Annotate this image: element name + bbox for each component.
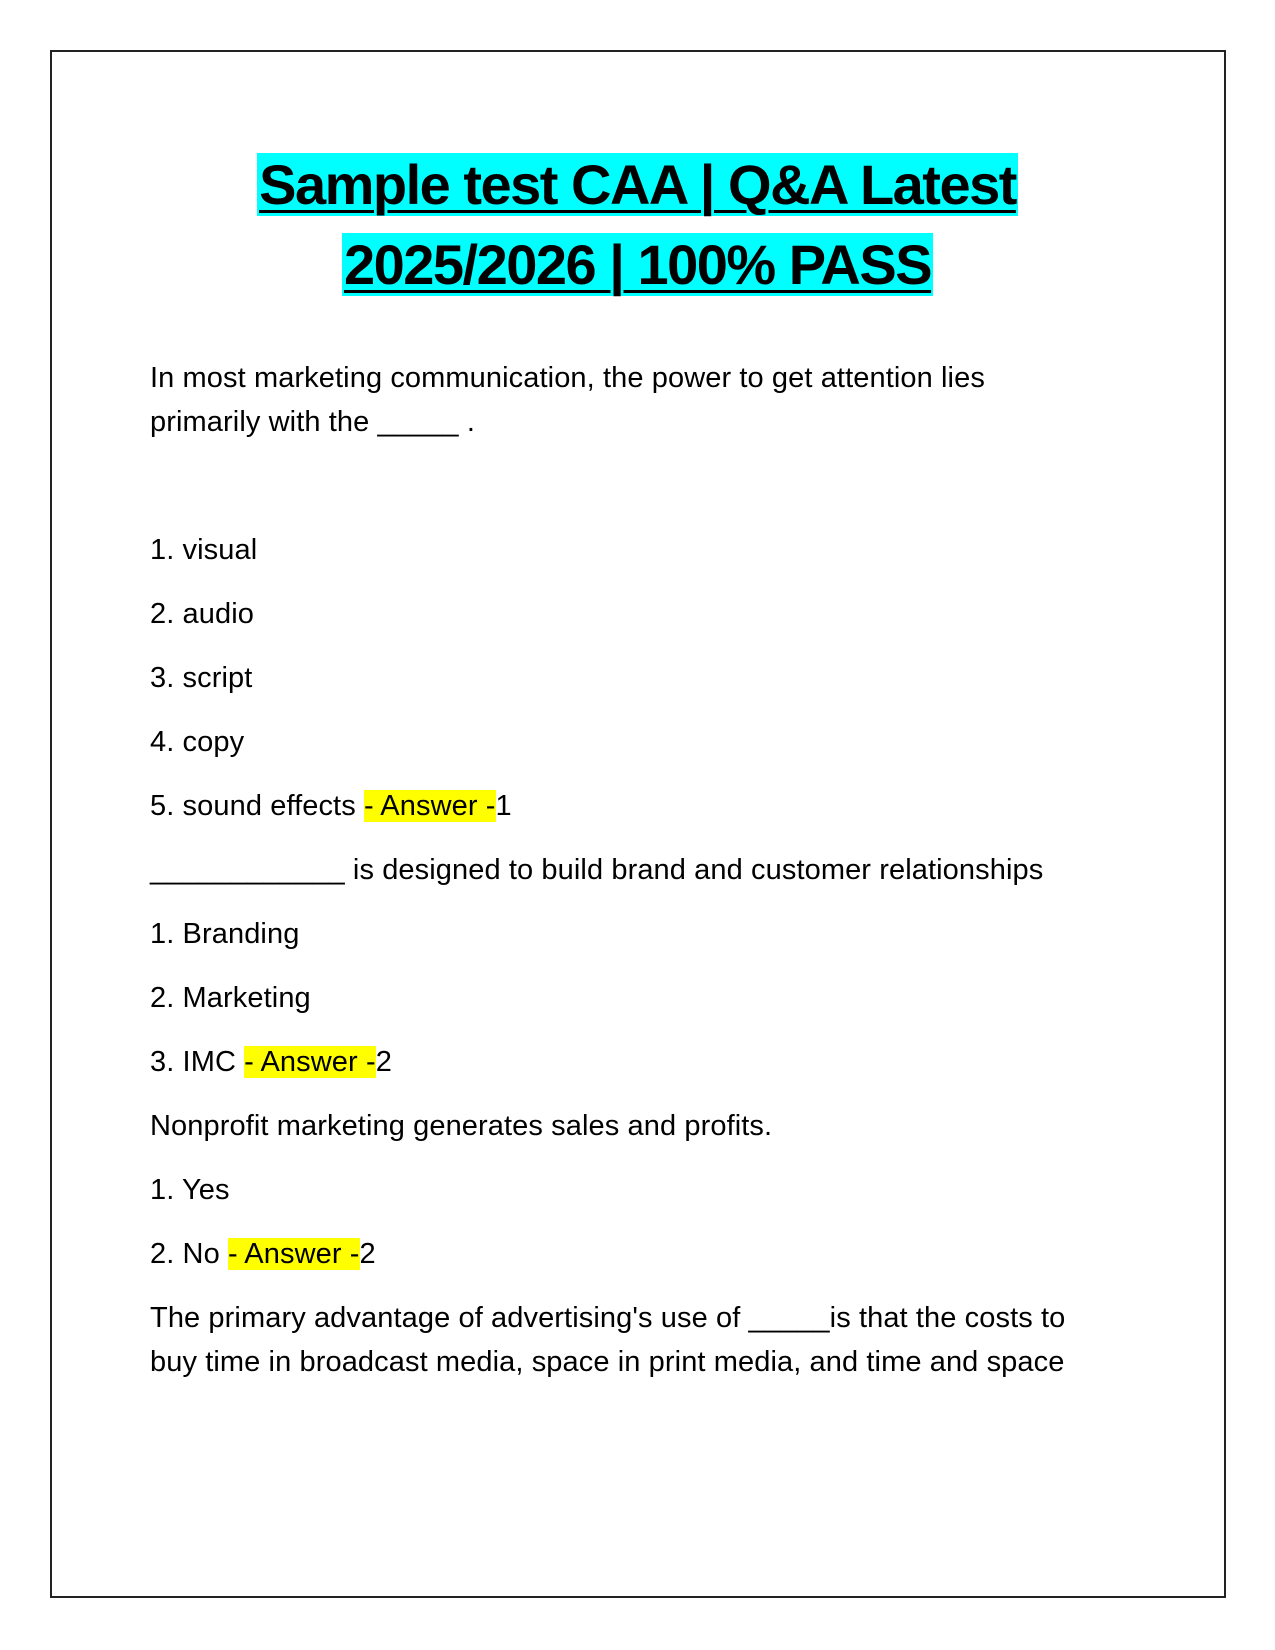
question-2-last-option: 3. IMC [150,1046,245,1078]
question-4-text-line-2: buy time in broadcast media, space in print media, and time and space [150,1346,1065,1378]
question-3-last-option: 2. No [150,1238,228,1270]
question-2-option-answer-line [150,1044,392,1080]
question-3-answer: 2 [359,1238,376,1270]
document-title-line-2 [0,232,1275,298]
question-1-option: 2. audio [150,598,254,630]
question-4-text-line-1: The primary advantage of advertising's use of _____is that the costs to [150,1302,1066,1334]
document-title-line-1 [0,152,1275,218]
title-text-1: Sample test CAA | Q&A Latest [259,153,1016,216]
question-1-text-line-2: primarily with the _____ . [150,406,475,438]
question-3-option-answer-line [150,1236,376,1272]
question-1-answer: 1 [495,790,512,822]
question-3-option: 1. Yes [150,1174,230,1206]
question-1-last-option: 5. sound effects [150,790,364,822]
question-2-text: ____________ is designed to build brand and customer relationships [150,854,1044,886]
title-text-2: 2025/2026 | 100% PASS [343,233,932,296]
question-2-answer: 2 [375,1046,392,1078]
question-2-option: 2. Marketing [150,982,311,1014]
question-1-option: 4. copy [150,726,245,758]
question-2-option: 1. Branding [150,918,300,950]
question-3-text: Nonprofit marketing generates sales and profits. [150,1110,773,1142]
question-1-text-line-1: In most marketing communication, the power to get attention lies [150,362,985,394]
answer-marker-highlight: - Answer - [244,1046,376,1078]
question-1-option: 3. script [150,662,253,694]
answer-marker-highlight: - Answer - [363,790,496,822]
answer-marker-highlight: - Answer - [227,1238,360,1270]
question-1-option-answer-line [150,788,512,824]
question-1-option: 1. visual [150,534,258,566]
